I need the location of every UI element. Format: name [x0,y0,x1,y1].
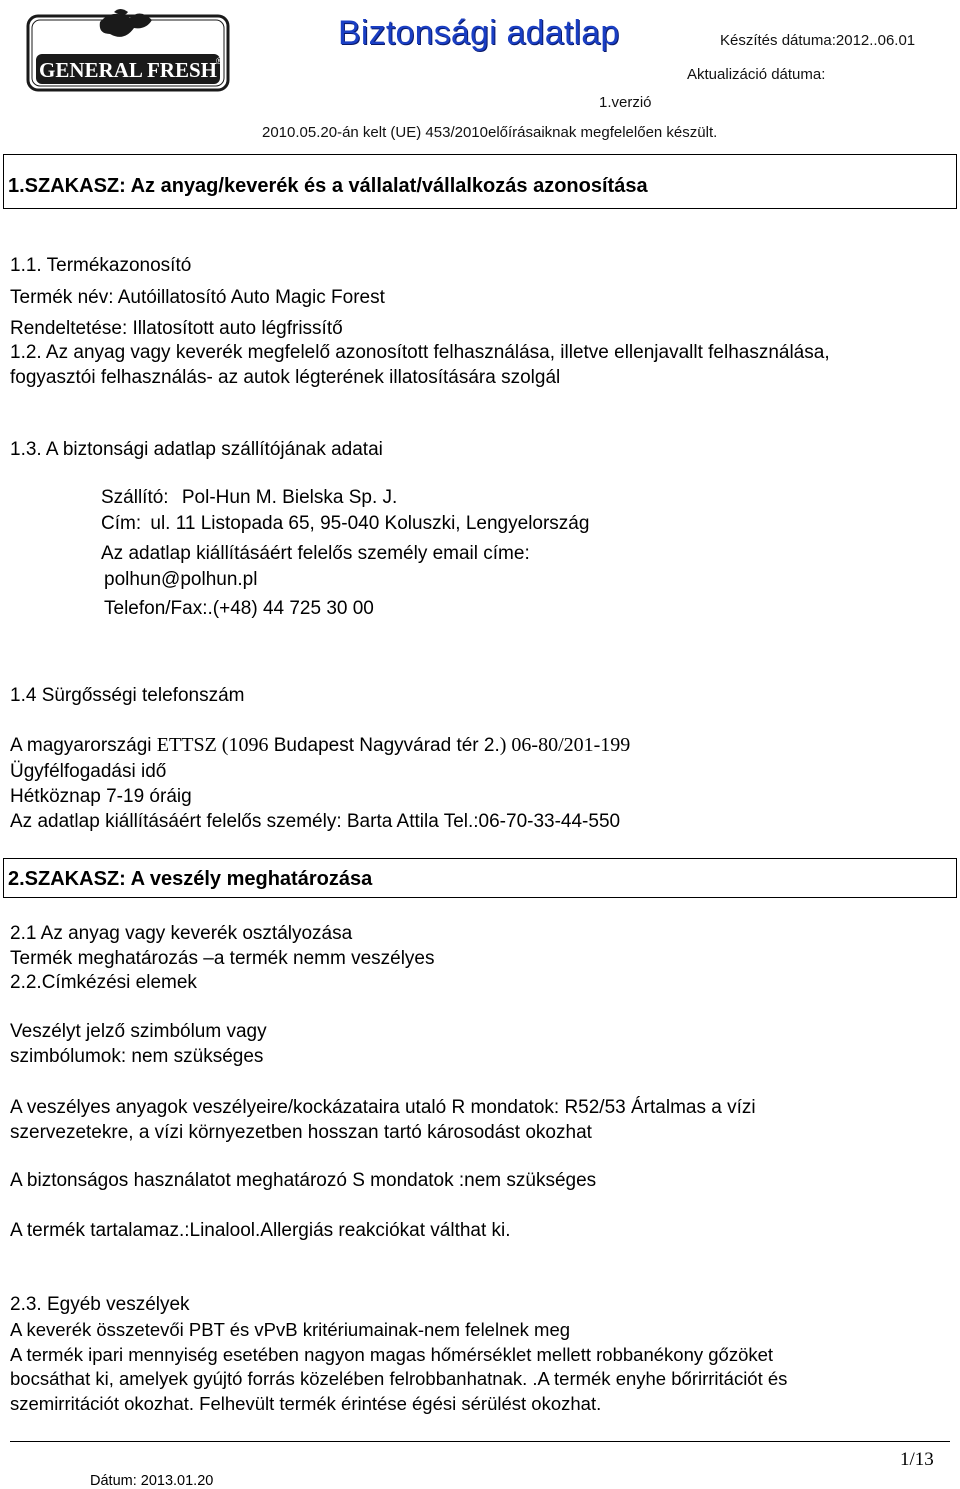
r-phrases-line1: A veszélyes anyagok veszélyeire/kockázataira utaló R mondatok: R52/53 Ártalmas a vízi [10,1097,756,1118]
ettsz-part-c: Budapest Nagyvárad tér 2. [273,735,500,756]
subsection-1-2-line1: 1.2. Az anyag vagy keverék megfelelő azonosított felhasználása, illetve ellenjavallt felhasználása, [10,342,830,363]
subsection-1-3: 1.3. A biztonsági adatlap szállítójának adatai [10,439,383,460]
subsection-1-1: 1.1. Termékazonosító [10,255,192,276]
subsection-1-4: 1.4 Sürgősségi telefonszám [10,685,245,706]
logo-text: GENERAL FRESH [39,58,217,82]
supplier-email: polhun@polhun.pl [104,569,258,590]
s-phrases: A biztonságos használatot meghatározó S mondatok :nem szükséges [10,1170,597,1191]
page-number: 1/13 [900,1449,934,1470]
service-hours: Hétköznap 7-19 óráig [10,786,192,807]
supplier-phone: Telefon/Fax:.(+48) 44 725 30 00 [104,598,374,619]
section-2-title: 2.SZAKASZ: A veszély meghatározása [3,858,957,898]
hazard-symbol-line1: Veszélyt jelző szimbólum vagy [10,1021,267,1042]
supplier-label: Szállító: [101,487,169,508]
version: 1.verzió [599,94,652,111]
classification: Termék meghatározás –a termék nemm veszélyes [10,948,435,969]
other-hazards-line4: szemirritációt okozhat. Felhevült termék érintése égési sérülést okozhat. [10,1393,602,1414]
other-hazards-line2: A termék ipari mennyiség esetében nagyon magas hőmérséklet mellett robbanékony gőzöket [10,1344,774,1365]
ettsz-part-b: ETTSZ (1096 [156,734,269,756]
emergency-contact [10,734,630,757]
supplier-row [101,487,397,509]
section-1-title: 1.SZAKASZ: Az anyag/keverék és a vállalat/vállalkozás azonosítása [3,154,957,209]
other-hazards-line1: A keverék összetevői PBT és vPvB kritériumainak-nem felelnek meg [10,1319,571,1340]
ettsz-part-a: A magyarországi [10,735,152,756]
updated-date: Aktualizáció dátuma: [687,66,826,83]
subsection-2-2: 2.2.Címkézési elemek [10,972,197,993]
contains-allergen: A termék tartalamaz.:Linalool.Allergiás reakciókat válthat ki. [10,1220,511,1241]
other-hazards-line3: bocsáthat ki, amelyek gyújtó forrás közelében felrobbanhatnak. .A termék enyhe bőrirritációt és [10,1368,788,1389]
address-row [101,513,589,535]
regulation-note: 2010.05.20-án kelt (UE) 453/2010előírásaiknak megfelelően készült. [262,124,718,141]
created-date: Készítés dátuma:2012..06.01 [720,32,916,49]
r-phrases-line2: szervezetekre, a vízi környezetben hosszan tartó károsodást okozhat [10,1122,592,1143]
subsection-2-1: 2.1 Az anyag vagy keverék osztályozása [10,923,353,944]
subsection-1-2-line2: fogyasztói felhasználás- az autok légterének illatosítására szolgál [10,367,561,388]
hazard-symbol-line2: szimbólumok: nem szükséges [10,1046,264,1067]
service-time-label: Ügyfélfogadási idő [10,761,167,782]
responsible-email-label: Az adatlap kiállításáért felelős személy email címe: [101,543,530,564]
document-title: Biztonsági adatlap [338,14,620,52]
subsection-2-3: 2.3. Egyéb veszélyek [10,1294,190,1315]
general-fresh-logo [22,6,234,94]
footer-date: Dátum: 2013.01.20 [90,1473,214,1489]
product-purpose: Rendeltetése: Illatosított auto légfrissítő [10,318,343,339]
address-value: ul. 11 Listopada 65, 95-040 Koluszki, Lengyelország [150,513,590,534]
ettsz-part-d: ) 06-80/201-199 [499,734,631,756]
footer-divider [10,1441,950,1442]
address-label: Cím: [101,513,142,534]
supplier-value: Pol-Hun M. Bielska Sp. J. [181,487,398,508]
logo-registered-mark: ® [216,56,223,66]
product-name: Termék név: Autóillatosító Auto Magic Forest [10,287,385,308]
responsible-person: Az adatlap kiállításáért felelős személy: Barta Attila Tel.:06-70-33-44-550 [10,811,621,832]
